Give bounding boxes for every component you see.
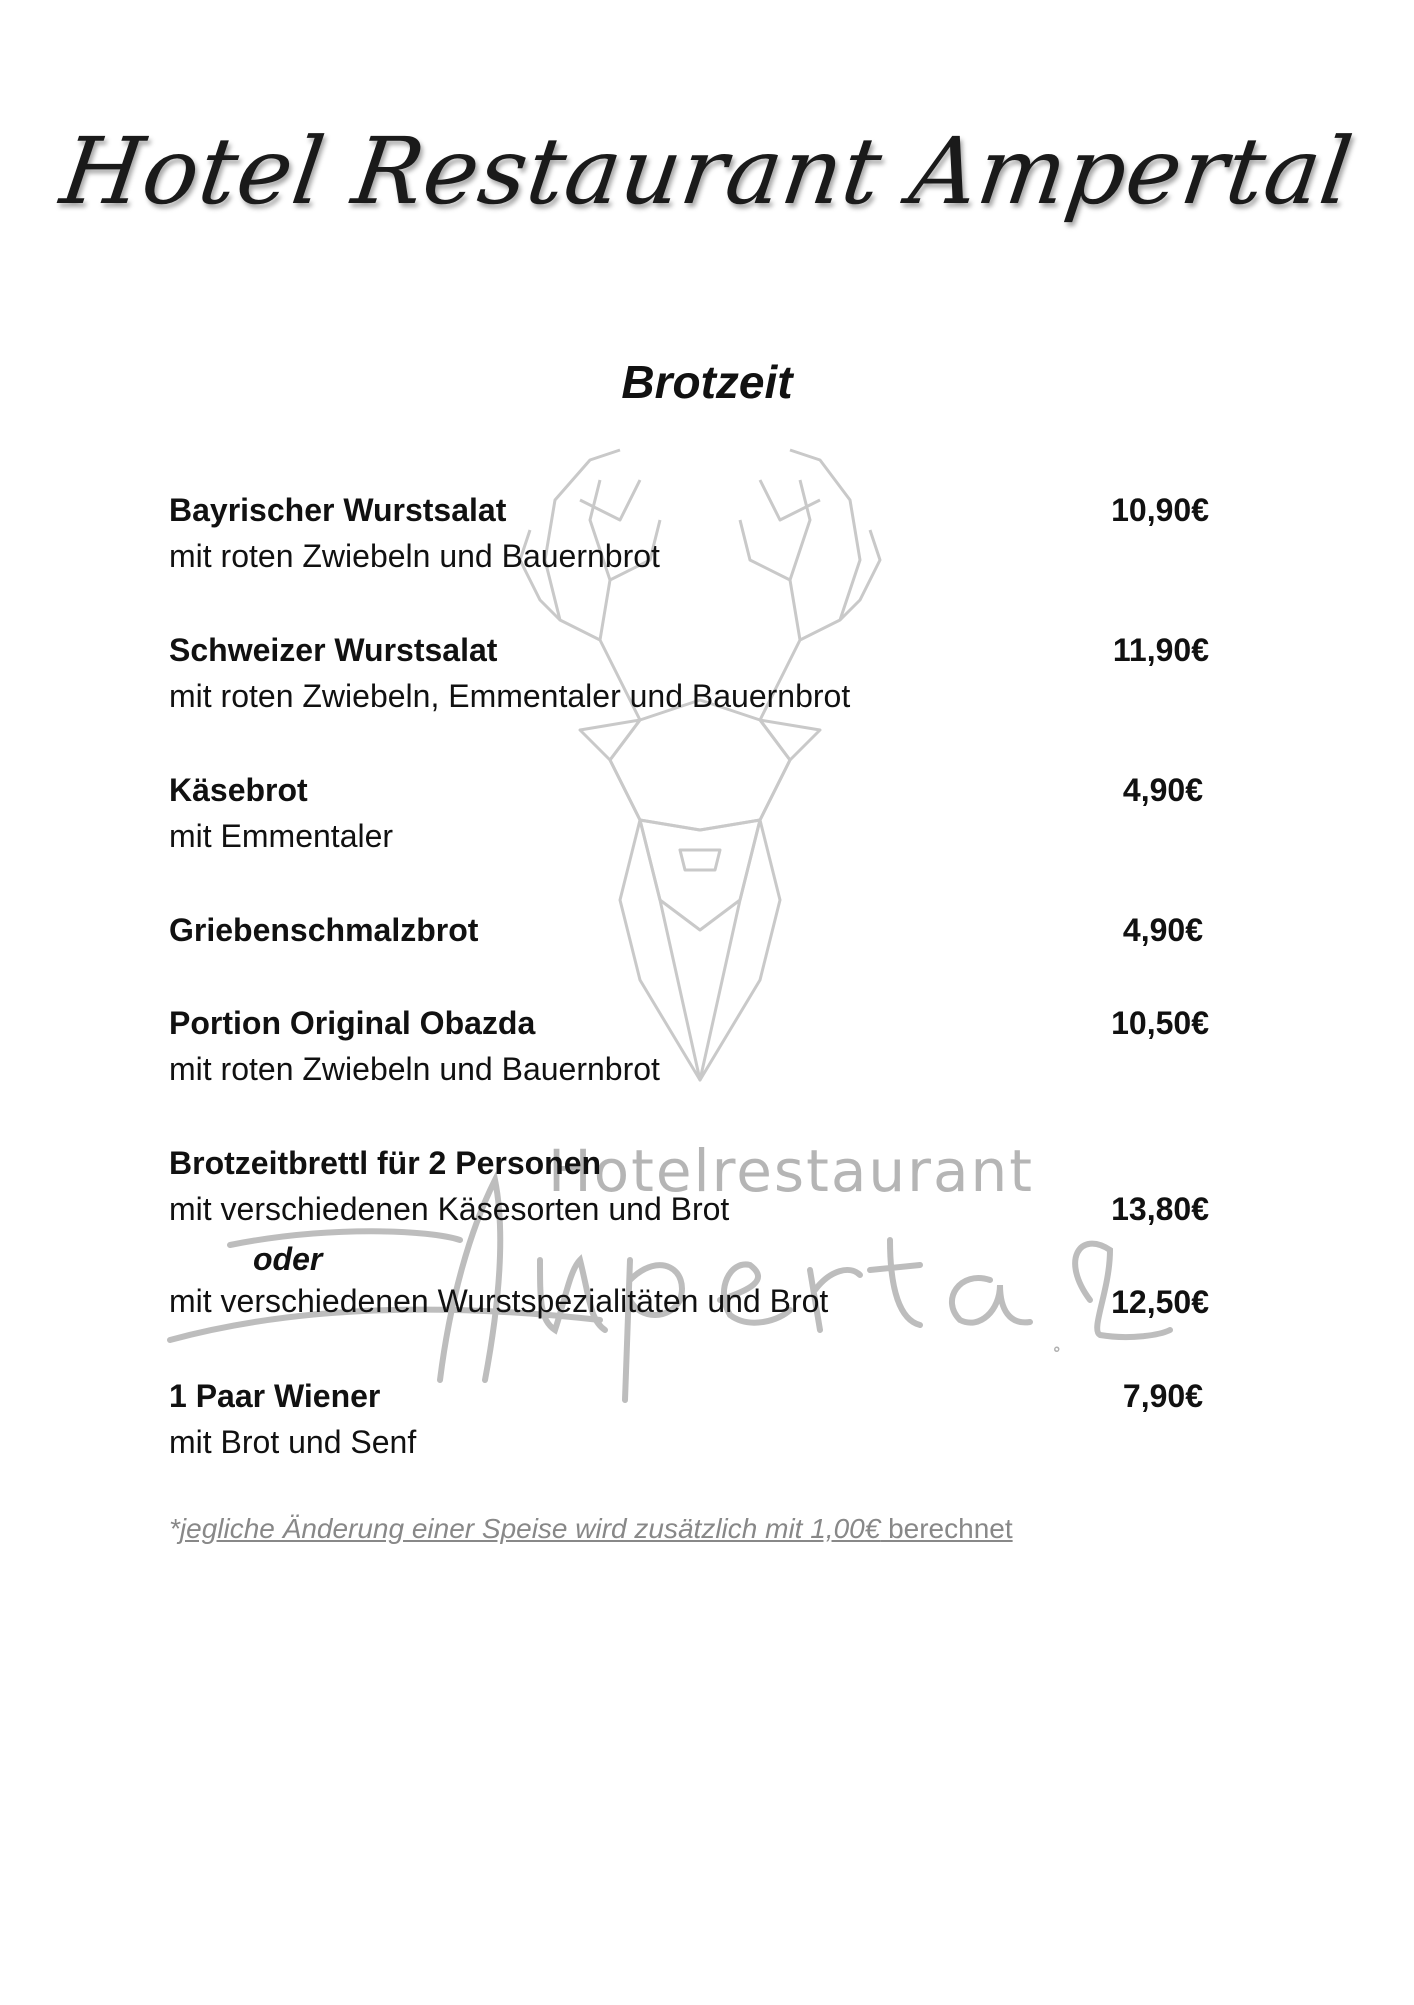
footnote-prefix: * [169, 1513, 180, 1544]
item-option-separator: oder [253, 1241, 323, 1277]
item-name: Schweizer Wurstsalat [169, 632, 498, 668]
item-price: 10,90€ [1111, 492, 1209, 528]
item-name: Griebenschmalzbrot [169, 912, 479, 948]
item-description: mit Brot und Senf [169, 1424, 417, 1460]
section-title: Brotzeit [621, 356, 793, 408]
item-price: 7,90€ [1122, 1378, 1203, 1414]
item-price: 4,90€ [1122, 772, 1203, 808]
item-description: mit roten Zwiebeln und Bauernbrot [169, 538, 660, 574]
footnote-italic-text: jegliche Änderung einer Speise wird zusätzlich mit 1,00€ [179, 1513, 881, 1544]
item-option-b-description: mit verschiedenen Wurstspezialitäten und Brot [169, 1283, 829, 1319]
item-name: Brotzeitbrettl für 2 Personen [169, 1145, 602, 1181]
item-name: Portion Original Obazda [169, 1005, 536, 1041]
footnote-suffix: berechnet [880, 1513, 1013, 1544]
item-option-a-description: mit verschiedenen Käsesorten und Brot [169, 1191, 730, 1227]
item-description: mit roten Zwiebeln, Emmentaler und Bauernbrot [169, 678, 851, 714]
menu-item [169, 627, 1209, 719]
menu-item [169, 907, 1209, 953]
item-description: mit roten Zwiebeln und Bauernbrot [169, 1051, 660, 1087]
menu-item [169, 1373, 1209, 1465]
item-description: mit Emmentaler [169, 818, 394, 854]
menu-item-brotzeitbrettl [169, 1140, 1209, 1324]
item-price: 11,90€ [1112, 632, 1209, 668]
item-name: Käsebrot [169, 772, 308, 808]
item-name: Bayrischer Wurstsalat [169, 492, 507, 528]
footnote [169, 1513, 1013, 1545]
item-price: 10,50€ [1111, 1005, 1209, 1041]
item-name: 1 Paar Wiener [169, 1378, 381, 1414]
item-price: 4,90€ [1122, 912, 1203, 948]
restaurant-title: Hotel Restaurant Ampertal [54, 118, 1360, 225]
menu-item [169, 487, 1209, 579]
svg-text:.: . [1055, 1340, 1059, 1353]
menu-item [169, 767, 1209, 859]
watermark-hotelrestaurant-text: Hotelrestaurant [548, 1137, 1035, 1205]
menu-item [169, 1000, 1209, 1092]
item-option-b-price: 12,50€ [1111, 1284, 1209, 1320]
item-option-a-price: 13,80€ [1111, 1191, 1209, 1227]
